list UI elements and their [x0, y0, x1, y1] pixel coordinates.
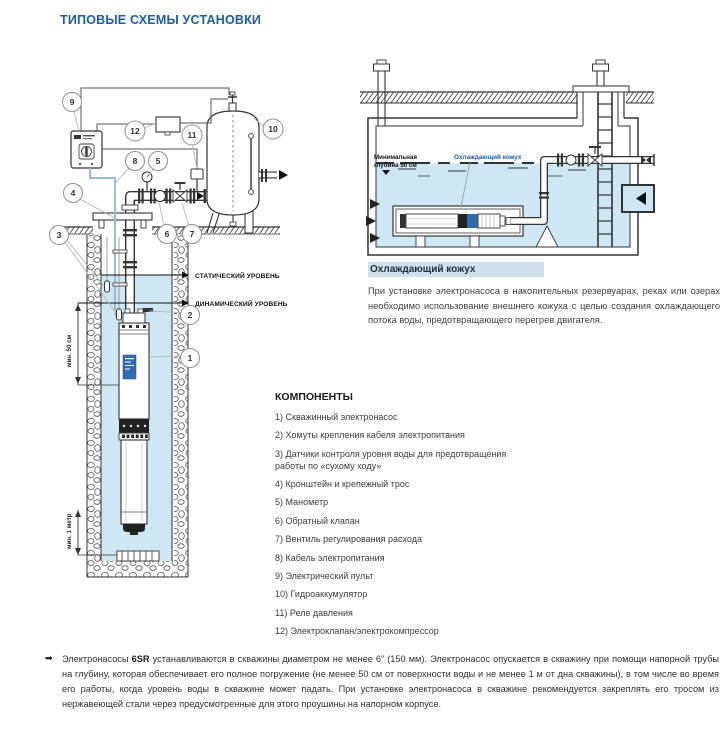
cable-clamp [113, 283, 127, 286]
footer-note [45, 652, 719, 712]
svg-text:12: 12 [130, 126, 140, 136]
pump-nameplate [467, 214, 478, 228]
components-section [275, 391, 720, 644]
callout-3 [50, 226, 69, 245]
access-shaft [573, 86, 629, 126]
horizontal-pump [400, 214, 511, 228]
component-item: 2) Хомуты крепления кабеля электропитания [275, 430, 465, 441]
callout-4 [64, 184, 83, 203]
pump-motor [121, 440, 147, 524]
svg-text:9: 9 [69, 97, 75, 107]
callout-8 [126, 152, 145, 171]
callout-11 [182, 125, 202, 145]
footer-lead: Электронасосы [62, 654, 132, 664]
inlet-duct [622, 185, 654, 212]
svg-text:3: 3 [56, 230, 62, 240]
component-item: 8) Кабель электропитания [275, 552, 385, 563]
svg-text:4: 4 [70, 188, 76, 198]
svg-text:11: 11 [187, 130, 197, 140]
min-depth-label-line2: глубина 50 см [374, 162, 417, 169]
tank-outlet [259, 169, 288, 182]
pressure-switch [191, 169, 203, 191]
callout-10 [263, 119, 283, 139]
cooling-jacket-section [368, 262, 720, 328]
hatch-cover [573, 86, 629, 92]
component-item: 6) Обратный клапан [275, 515, 360, 526]
wellhead [93, 205, 152, 228]
callout-1 [181, 349, 200, 368]
cooling-section-heading: Охлаждающий кожух [368, 262, 544, 277]
jacket-support [416, 236, 425, 247]
min-depth-label-line1: Минимальная [374, 154, 417, 161]
callout-12 [125, 121, 145, 141]
min-1m-label: мин. 1 метр [66, 513, 73, 549]
component-item: 10) Гидроаккумулятор [275, 589, 368, 600]
callout-7 [183, 225, 202, 244]
reservoir-installation-diagram [358, 58, 720, 258]
dynamic-level-label: ДИНАМИЧЕСКИЙ УРОВЕНЬ [195, 301, 288, 308]
well-installation-diagram [45, 65, 310, 650]
svg-text:2: 2 [187, 310, 193, 320]
component-item: 9) Электрический пульт [275, 570, 374, 581]
component-item: 12) Электроклапан/электрокомпрессор [275, 626, 439, 636]
component-item: 5) Манометр [275, 497, 329, 508]
component-item: 11) Реле давления [275, 607, 353, 618]
svg-text:8: 8 [132, 156, 138, 166]
component-item: 7) Вентиль регулирования расхода [275, 534, 422, 545]
component-item: 3) Датчики контроля уровня воды для предотвращения работы по «сухому ходу» [275, 448, 507, 471]
footer-body: устанавливаются в скважины диаметром не менее 6” (150 мм). Электронасос опускается в скважину при помощи напорной трубы на глубину, которая обеспечивает его полное погружение (не менее 50 см от поверхности воды и не менее 1 м от дна скважины), в том числе во время его работы, когда уровень воды в скважине может падать. При установке электронасоса в скважине рекомендуется закреплять его тросом из нержавеющей стали через предусмотренные для этого проушины на напорном корпусе. [62, 654, 719, 710]
component-item: 4) Кронштейн и крепежный трос [275, 479, 410, 489]
pump-model: 6SR [131, 654, 150, 664]
svg-text:5: 5 [155, 156, 161, 166]
cooling-section-body: При установке электронасоса в накопительных резервуарах, реках или озерах необходимо использование внешнего кожуха с целью создания охлаждающего потока воды, предотвращающего перегрев двигателя. [368, 286, 720, 326]
cable-clamp [113, 250, 127, 253]
mounting-bracket [122, 205, 138, 210]
page-title: ТИПОВЫЕ СХЕМЫ УСТАНОВКИ [60, 13, 262, 27]
ground-surface [360, 92, 654, 103]
components-list [275, 412, 531, 638]
jacket-support [470, 236, 479, 247]
arrow-bullet-icon: ➡ [45, 653, 53, 663]
check-valve [155, 191, 166, 202]
svg-text:7: 7 [189, 229, 195, 239]
footer-note-text [62, 652, 719, 712]
callout-5 [149, 152, 168, 171]
callout-2 [181, 306, 200, 325]
component-item: 1) Скважинный электронасос [275, 412, 398, 422]
callout-6 [158, 225, 177, 244]
pressure-tank [207, 92, 288, 233]
svg-text:6: 6 [164, 229, 170, 239]
svg-text:10: 10 [268, 124, 278, 134]
components-heading: КОМПОНЕНТЫ [275, 391, 353, 403]
control-panel [71, 131, 102, 168]
static-level-label: СТАТИЧЕСКИЙ УРОВЕНЬ [195, 273, 280, 280]
cooling-jacket-label: Охлаждающий кожух [454, 154, 522, 161]
min-50cm-label: мин. 50 см [66, 334, 73, 367]
svg-text:1: 1 [187, 353, 193, 363]
callout-9 [63, 93, 82, 112]
solenoid-relay-box [156, 117, 180, 135]
